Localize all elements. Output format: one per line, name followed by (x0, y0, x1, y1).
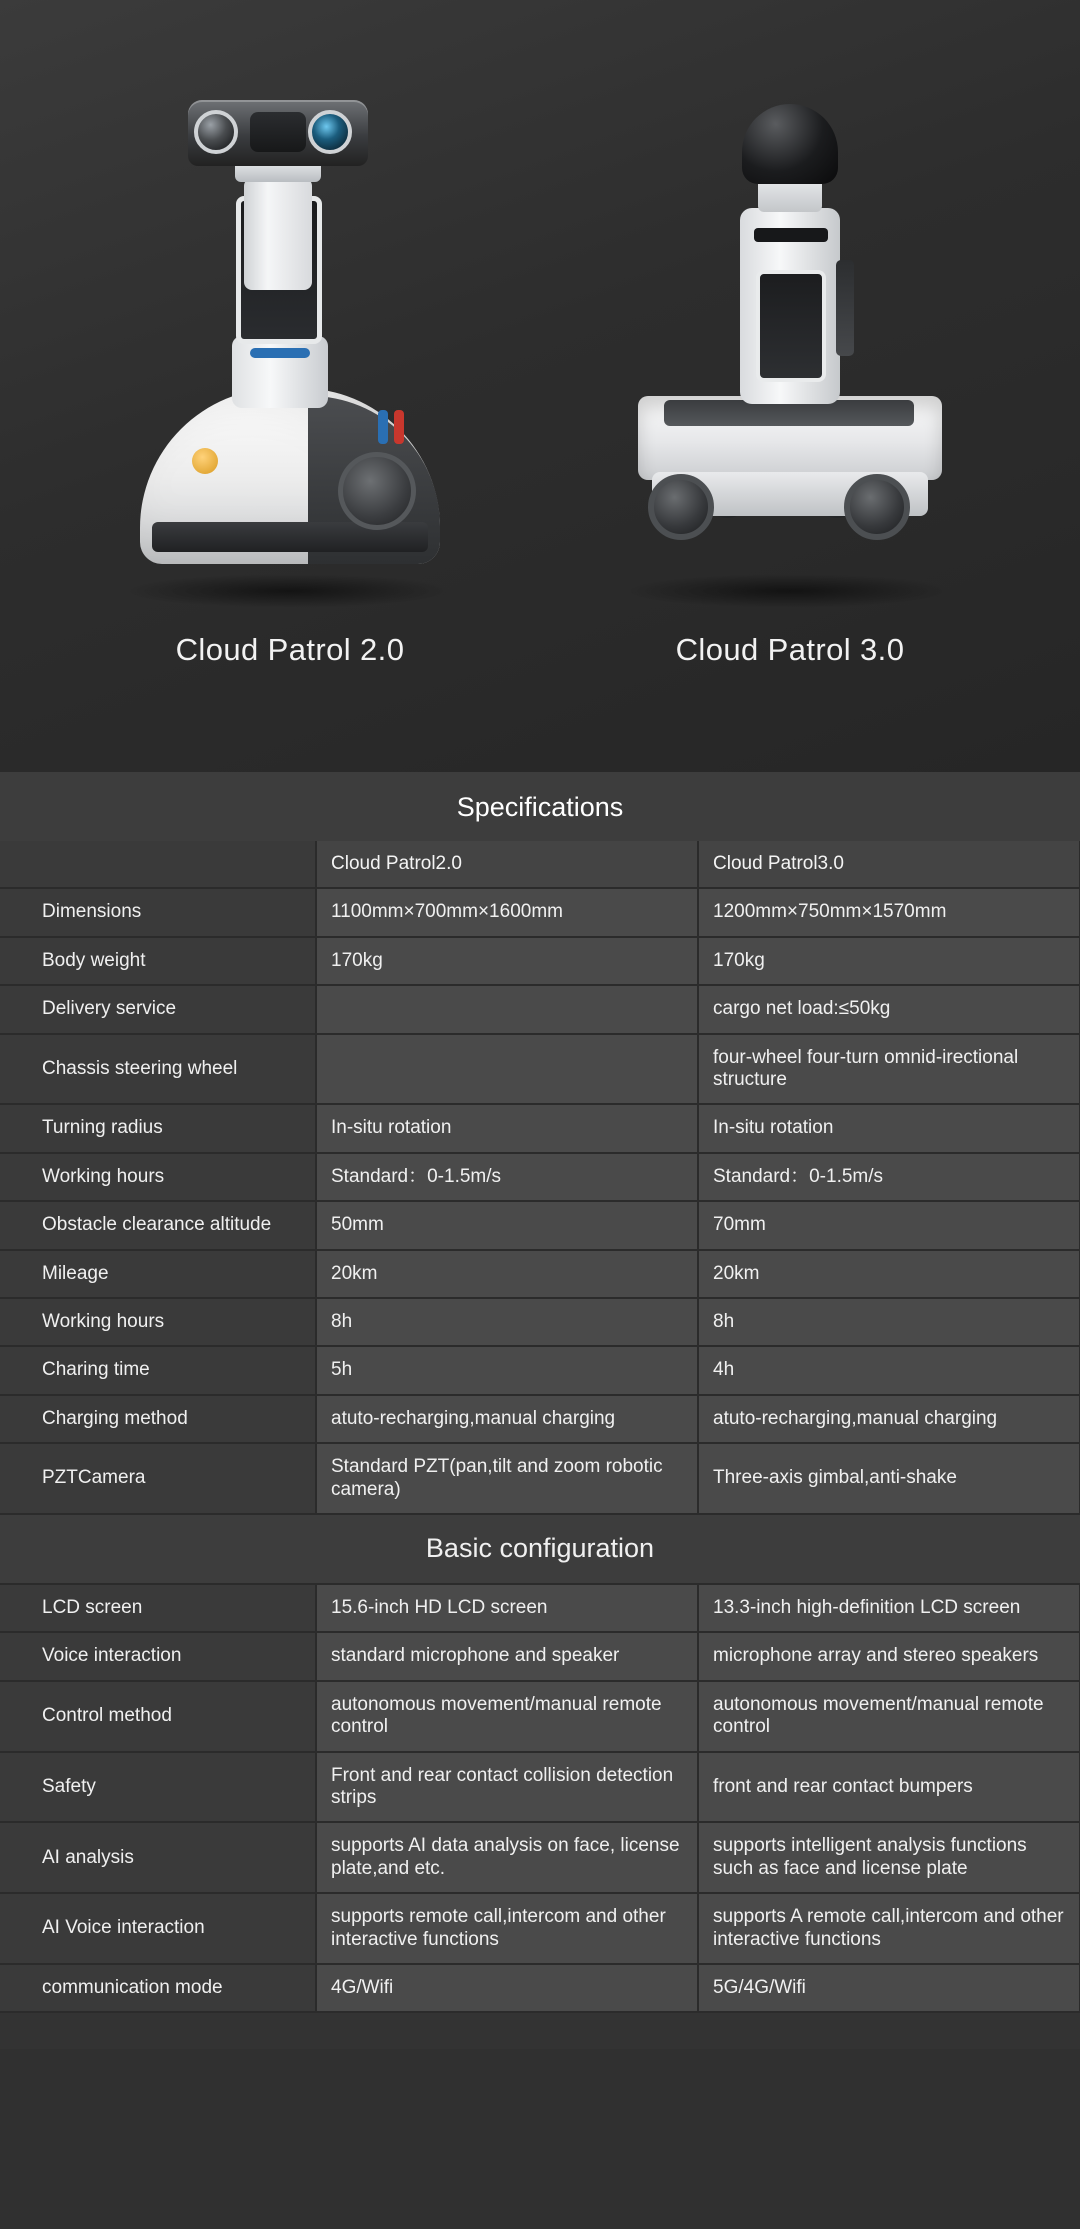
row-value-v2: Front and rear contact collision detection strips (316, 1752, 698, 1823)
row-value-v2: 50mm (316, 1201, 698, 1249)
product-card-cloud-patrol-3 (595, 66, 985, 668)
row-value-v3: 170kg (698, 937, 1080, 985)
robot3-sensor-slot (754, 228, 828, 242)
row-label: Working hours (0, 1298, 316, 1346)
specifications-section (0, 772, 1080, 2049)
row-value-v2: Standard：0-1.5m/s (316, 1153, 698, 1201)
row-value-v3: 1200mm×750mm×1570mm (698, 888, 1080, 936)
table-row (0, 888, 1080, 936)
basic-configuration-title-row (0, 1514, 1080, 1584)
table-row (0, 1153, 1080, 1201)
row-value-v3: autonomous movement/manual remote control (698, 1681, 1080, 1752)
table-header-row (0, 841, 1080, 888)
row-value-v3: atuto-recharging,manual charging (698, 1395, 1080, 1443)
robot-shadow (625, 574, 955, 608)
robot2-red-light (394, 410, 404, 444)
row-label: Body weight (0, 937, 316, 985)
table-row (0, 1034, 1080, 1105)
row-label: Obstacle clearance altitude (0, 1201, 316, 1249)
column-header-cloud-patrol-2: Cloud Patrol2.0 (316, 841, 698, 888)
row-label: AI analysis (0, 1822, 316, 1893)
column-header-cloud-patrol-3: Cloud Patrol3.0 (698, 841, 1080, 888)
robot2-wheel (338, 452, 416, 530)
robot3-screen (756, 270, 826, 382)
specifications-title: Specifications (0, 772, 1080, 841)
row-value-v2: 5h (316, 1346, 698, 1394)
robot2-torso (232, 336, 328, 408)
row-value-v2: 8h (316, 1298, 698, 1346)
row-value-v3: microphone array and stereo speakers (698, 1632, 1080, 1680)
row-value-v2: In-situ rotation (316, 1104, 698, 1152)
robot3-speaker-grill (836, 260, 854, 356)
table-row (0, 985, 1080, 1033)
table-row (0, 1104, 1080, 1152)
row-value-v3: Three-axis gimbal,anti-shake (698, 1443, 1080, 1514)
table-row (0, 1201, 1080, 1249)
row-value-v3: 5G/4G/Wifi (698, 1964, 1080, 2012)
row-value-v2: 1100mm×700mm×1600mm (316, 888, 698, 936)
row-label: Dimensions (0, 888, 316, 936)
row-value-v3: 4h (698, 1346, 1080, 1394)
robot2-camera-head (188, 100, 368, 166)
table-row (0, 1681, 1080, 1752)
row-label: Turning radius (0, 1104, 316, 1152)
row-value-v2: 20km (316, 1250, 698, 1298)
table-row (0, 1893, 1080, 1964)
row-value-v2: supports AI data analysis on face, license plate,and etc. (316, 1822, 698, 1893)
column-header-blank (0, 841, 316, 888)
row-value-v2: 4G/Wifi (316, 1964, 698, 2012)
row-value-v2: 170kg (316, 937, 698, 985)
robot-shadow (125, 574, 455, 608)
row-value-v3: front and rear contact bumpers (698, 1752, 1080, 1823)
robot2-camera-center (250, 112, 306, 152)
row-value-v3: 70mm (698, 1201, 1080, 1249)
row-value-v2 (316, 1034, 698, 1105)
robot3-wheel-rear (844, 474, 910, 540)
robot2-badge-icon (192, 448, 218, 474)
row-label: Safety (0, 1752, 316, 1823)
row-value-v3: supports A remote call,intercom and other interactive functions (698, 1893, 1080, 1964)
row-value-v3: 13.3-inch high-definition LCD screen (698, 1584, 1080, 1632)
row-label: Charing time (0, 1346, 316, 1394)
table-row (0, 1395, 1080, 1443)
row-value-v3: Standard：0-1.5m/s (698, 1153, 1080, 1201)
cloud-patrol-3-robot-image (595, 66, 985, 626)
hero-section (0, 0, 1080, 772)
table-row (0, 937, 1080, 985)
table-row (0, 1298, 1080, 1346)
product-card-cloud-patrol-2 (95, 66, 485, 668)
row-label: communication mode (0, 1964, 316, 2012)
row-value-v3: 8h (698, 1298, 1080, 1346)
row-value-v3: four-wheel four-turn omnid-irectional structure (698, 1034, 1080, 1105)
row-value-v2: 15.6-inch HD LCD screen (316, 1584, 698, 1632)
table-row (0, 1346, 1080, 1394)
row-value-v2: standard microphone and speaker (316, 1632, 698, 1680)
row-label: Working hours (0, 1153, 316, 1201)
table-row (0, 1752, 1080, 1823)
robot2-neck (244, 178, 312, 290)
robot2-blue-light (378, 410, 388, 444)
table-row (0, 1822, 1080, 1893)
basic-configuration-title: Basic configuration (0, 1514, 1080, 1584)
row-value-v2 (316, 985, 698, 1033)
row-label: Mileage (0, 1250, 316, 1298)
row-value-v3: supports intelligent analysis functions such as face and license plate (698, 1822, 1080, 1893)
row-label: Control method (0, 1681, 316, 1752)
row-label: AI Voice interaction (0, 1893, 316, 1964)
table-row (0, 1964, 1080, 2012)
robot3-wheel-front (648, 474, 714, 540)
table-row (0, 1250, 1080, 1298)
robot3-gimbal-dome-icon (742, 104, 838, 184)
row-label: Charging method (0, 1395, 316, 1443)
robot2-camera-lens-right-icon (308, 110, 352, 154)
robot2-camera-lens-left-icon (194, 110, 238, 154)
row-value-v3: In-situ rotation (698, 1104, 1080, 1152)
row-value-v3: cargo net load:≤50kg (698, 985, 1080, 1033)
product-name-cloud-patrol-2: Cloud Patrol 2.0 (175, 632, 405, 667)
row-label: PZTCamera (0, 1443, 316, 1514)
table-row (0, 1443, 1080, 1514)
row-label: LCD screen (0, 1584, 316, 1632)
row-label: Voice interaction (0, 1632, 316, 1680)
table-row (0, 1632, 1080, 1680)
row-value-v2: Standard PZT(pan,tilt and zoom robotic camera) (316, 1443, 698, 1514)
table-row (0, 1584, 1080, 1632)
specifications-table (0, 841, 1080, 2013)
row-label: Delivery service (0, 985, 316, 1033)
product-name-cloud-patrol-3: Cloud Patrol 3.0 (675, 632, 905, 667)
row-value-v2: autonomous movement/manual remote control (316, 1681, 698, 1752)
row-value-v2: atuto-recharging,manual charging (316, 1395, 698, 1443)
row-value-v2: supports remote call,intercom and other interactive functions (316, 1893, 698, 1964)
row-value-v3: 20km (698, 1250, 1080, 1298)
cloud-patrol-2-robot-image (95, 66, 485, 626)
row-label: Chassis steering wheel (0, 1034, 316, 1105)
